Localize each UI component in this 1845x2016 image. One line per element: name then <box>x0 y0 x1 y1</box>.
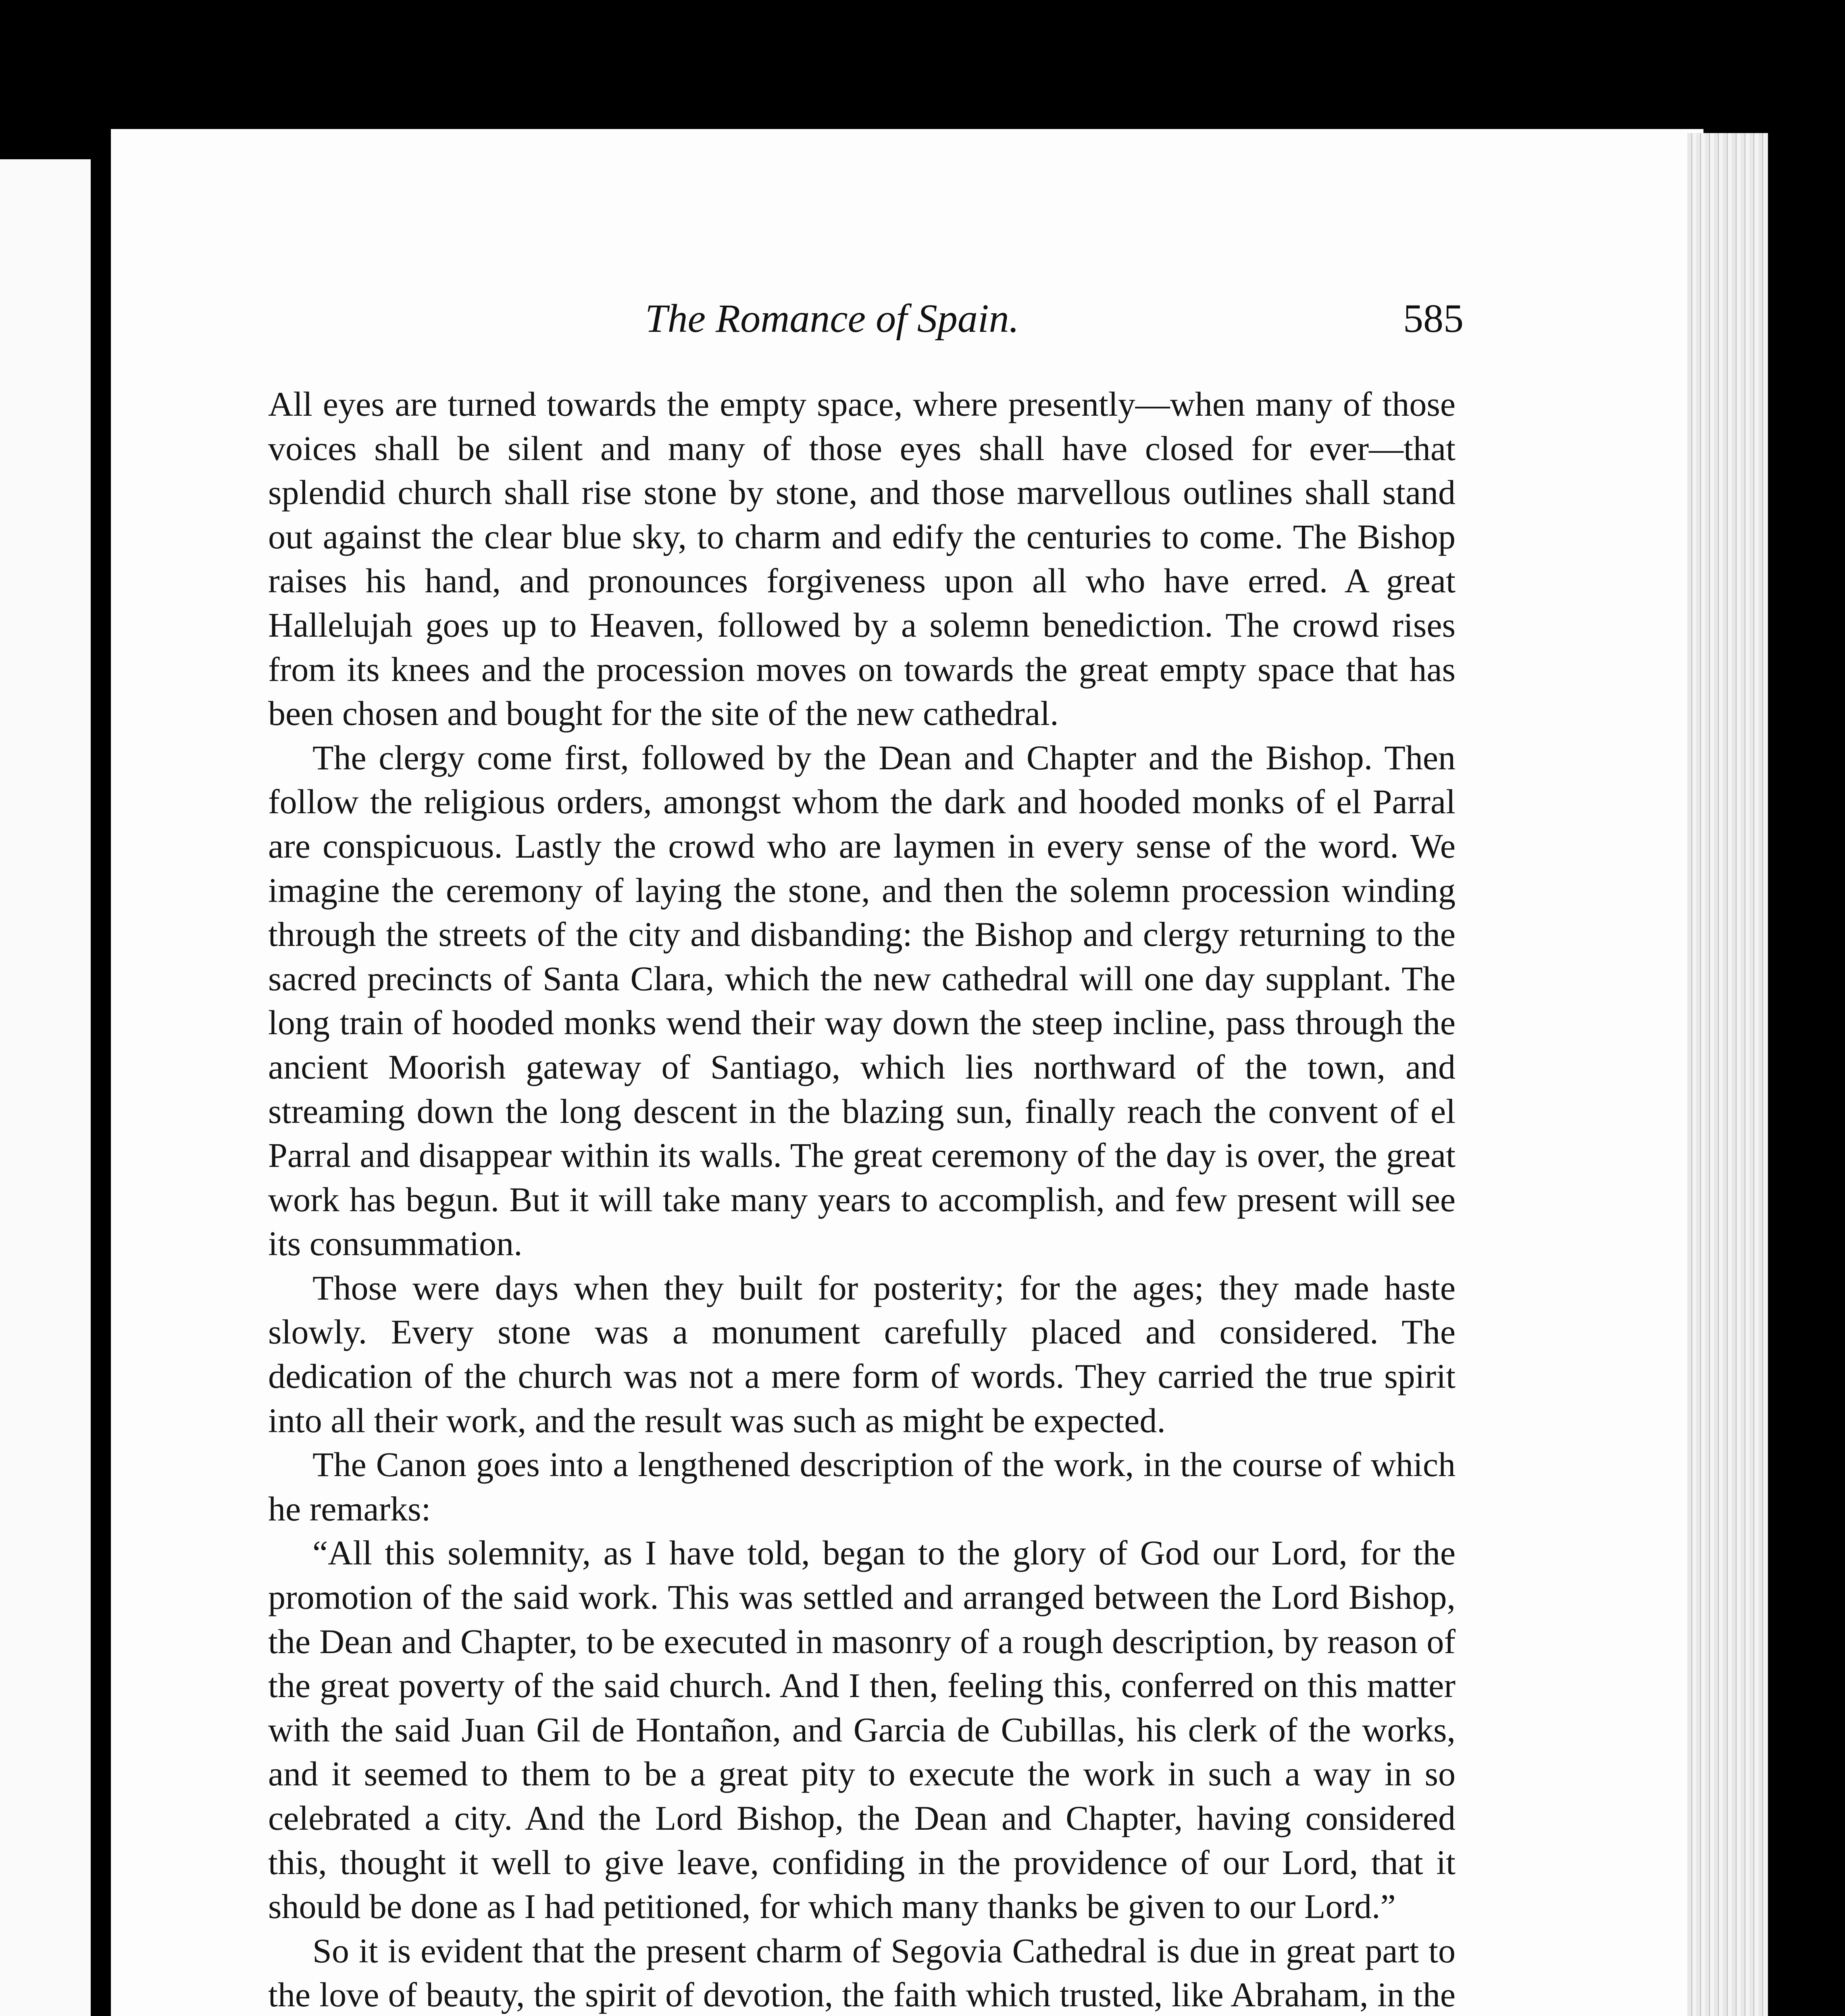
paragraph: The Canon goes into a lengthened description of the work, in the course of which he remarks: <box>268 1445 1456 1528</box>
paragraph: Those were days when they built for posterity; for the ages; they made haste slowly. Every stone was a monument carefully placed and considered. The dedication of the church was not a mere form of words. They carried the true spirit into all their work, and the result was such as might be expected. <box>268 1268 1456 1440</box>
quotation-paragraph: “All this solemnity, as I have told, began to the glory of God our Lord, for the promotion of the said work. This was settled and arranged between the Lord Bishop, the Dean and Chapter, to be executed in masonry of a rough description, by reason of the great poverty of the said church. And I then, feeling this, conferred on this matter with the said Juan Gil de Hontañon, and Garcia de Cubillas, his clerk of the works, and it seemed to them to be a great pity to execute the work in such a way in so celebrated a city. And the Lord Bishop, the Dean and Chapter, having considered this, thought it well to give leave, confiding in the providence of our Lord, that it should be done as I had petitioned, for which many thanks be given to our Lord.” <box>268 1533 1456 1926</box>
page-leaves-edge <box>1687 133 1768 2016</box>
body-text <box>268 382 1456 2016</box>
page-number: 585 <box>1403 296 1464 341</box>
running-head-title: The Romance of Spain. <box>645 296 1019 341</box>
paragraph: All eyes are turned towards the empty space, where presently—when many of those voices shall be silent and many of those eyes shall have closed for ever—that splendid church shall rise stone by stone, and those marvellous outlines shall stand out against the clear blue sky, to charm and edify the centuries to come. The Bishop raises his hand, and pronounces forgiveness upon all who have erred. A great Hallelujah goes up to Heaven, followed by a solemn benediction. The crowd rises from its knees and the procession moves on towards the great empty space that has been chosen and bought for the site of the new cathedral. <box>268 385 1456 733</box>
paragraph: So it is evident that the present charm of Segovia Cathedral is due in great part to the love of beauty, the spirit of devotion, the faith which trusted, like Abraham, in the <box>268 1931 1456 2014</box>
paragraph: The clergy come first, followed by the Dean and Chapter and the Bishop. Then follow the religious orders, amongst whom the dark and hooded monks of el Parral are conspicuous. Lastly the crowd who are laymen in every sense of the word. We imagine the ceremony of laying the stone, and then the solemn procession winding through the streets of the city and disbanding: the Bishop and clergy returning to the sacred precincts of Santa Clara, which the new cathedral will one day supplant. The long train of hooded monks wend their way down the steep incline, pass through the ancient Moorish gateway of Santiago, which lies northward of the town, and streaming down the long descent in the blazing sun, finally reach the convent of el Parral and disappear within its walls. The great ceremony of the day is over, the great work has begun. But it will take many years to accomplish, and few present will see its consummation. <box>268 738 1456 1263</box>
facing-page-edge <box>0 159 91 2016</box>
